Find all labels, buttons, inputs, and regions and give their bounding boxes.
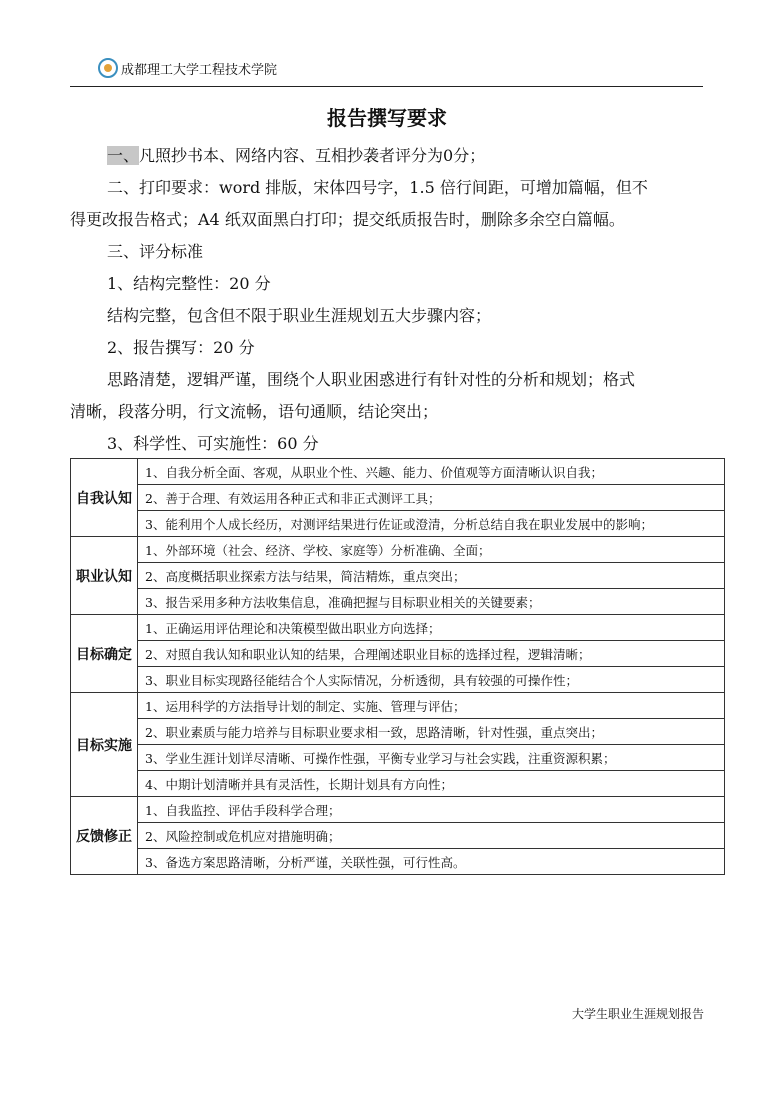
section-2-line2: 清晰，段落分明，行文流畅，语句通顺，结论突出； <box>70 402 439 421</box>
table-row <box>71 511 725 537</box>
table-row <box>71 485 725 511</box>
criteria-item: 1、自我分析全面、客观，从职业个性、兴趣、能力、价值观等方面清晰认识自我； <box>138 459 725 485</box>
criteria-table <box>70 458 725 875</box>
page-footer: 大学生职业生涯规划报告 <box>571 1007 704 1021</box>
header-divider <box>70 86 703 87</box>
category-cell: 反馈修正 <box>71 797 138 875</box>
table-row <box>71 745 725 771</box>
category-cell: 目标确定 <box>71 615 138 693</box>
table-row <box>71 563 725 589</box>
criteria-item: 1、正确运用评估理论和决策模型做出职业方向选择； <box>138 615 725 641</box>
table-row <box>71 615 725 641</box>
criteria-item: 3、学业生涯计划详尽清晰、可操作性强，平衡专业学习与社会实践，注重资源积累； <box>138 745 725 771</box>
table-row <box>71 719 725 745</box>
table-row <box>71 823 725 849</box>
section-2-line1 <box>70 364 710 396</box>
criteria-item: 2、高度概括职业探索方法与结果，简洁精炼，重点突出； <box>138 563 725 589</box>
rule-1 <box>70 140 710 172</box>
section-2-title-text: 2、报告撰写：20 分 <box>107 338 255 357</box>
page-header <box>98 55 277 81</box>
table-row <box>71 797 725 823</box>
rule-2-line2: 得更改报告格式；A4 纸双面黑白打印；提交纸质报告时，删除多余空白篇幅。 <box>70 210 625 229</box>
table-row <box>71 641 725 667</box>
category-cell: 职业认知 <box>71 537 138 615</box>
table-row <box>71 459 725 485</box>
school-logo-icon <box>98 58 118 78</box>
criteria-item: 3、备选方案思路清晰，分析严谨，关联性强，可行性高。 <box>138 849 725 875</box>
criteria-item: 1、自我监控、评估手段科学合理； <box>138 797 725 823</box>
criteria-item: 2、风险控制或危机应对措施明确； <box>138 823 725 849</box>
section-1-title <box>70 268 710 300</box>
criteria-item: 2、善于合理、有效运用各种正式和非正式测评工具； <box>138 485 725 511</box>
table-row <box>71 589 725 615</box>
table-row <box>71 667 725 693</box>
section-1-text <box>70 300 710 332</box>
rule-3 <box>70 236 710 268</box>
criteria-item: 3、报告采用多种方法收集信息，准确把握与目标职业相关的关键要素； <box>138 589 725 615</box>
rule-1-prefix: 一、 <box>107 146 140 165</box>
table-row <box>71 537 725 563</box>
section-2-body: 思路清楚，逻辑严谨，围绕个人职业困惑进行有针对性的分析和规划；格式 <box>107 370 636 389</box>
criteria-item: 3、能利用个人成长经历，对测评结果进行佐证或澄清，分析总结自我在职业发展中的影响； <box>138 511 725 537</box>
rule-3-text: 三、评分标准 <box>107 242 204 261</box>
section-1-body: 结构完整，包含但不限于职业生涯规划五大步骤内容； <box>107 306 492 325</box>
section-3-title-text: 3、科学性、可实施性：60 分 <box>107 434 319 453</box>
criteria-item: 1、外部环境（社会、经济、学校、家庭等）分析准确、全面； <box>138 537 725 563</box>
table-row <box>71 849 725 875</box>
criteria-item: 2、职业素质与能力培养与目标职业要求相一致，思路清晰，针对性强，重点突出； <box>138 719 725 745</box>
section-1-title-text: 1、结构完整性：20 分 <box>107 274 271 293</box>
table-row <box>71 693 725 719</box>
rule-2-line1 <box>70 172 710 204</box>
page-title: 报告撰写要求 <box>327 106 447 130</box>
rule-2-text: 二、打印要求：word 排版，宋体四号字，1.5 倍行间距，可增加篇幅，但不 <box>107 178 648 197</box>
criteria-item: 2、对照自我认知和职业认知的结果，合理阐述职业目标的选择过程，逻辑清晰； <box>138 641 725 667</box>
rule-1-text: 凡照抄书本、网络内容、互相抄袭者评分为0分； <box>139 146 486 165</box>
criteria-item: 1、运用科学的方法指导计划的制定、实施、管理与评估； <box>138 693 725 719</box>
criteria-item: 3、职业目标实现路径能结合个人实际情况，分析透彻，具有较强的可操作性； <box>138 667 725 693</box>
section-3-title <box>70 428 710 460</box>
school-name: 成都理工大学工程技术学院 <box>121 62 278 78</box>
table-row <box>71 771 725 797</box>
category-cell: 自我认知 <box>71 459 138 537</box>
criteria-item: 4、中期计划清晰并具有灵活性，长期计划具有方向性； <box>138 771 725 797</box>
section-2-title <box>70 332 710 364</box>
category-cell: 目标实施 <box>71 693 138 797</box>
